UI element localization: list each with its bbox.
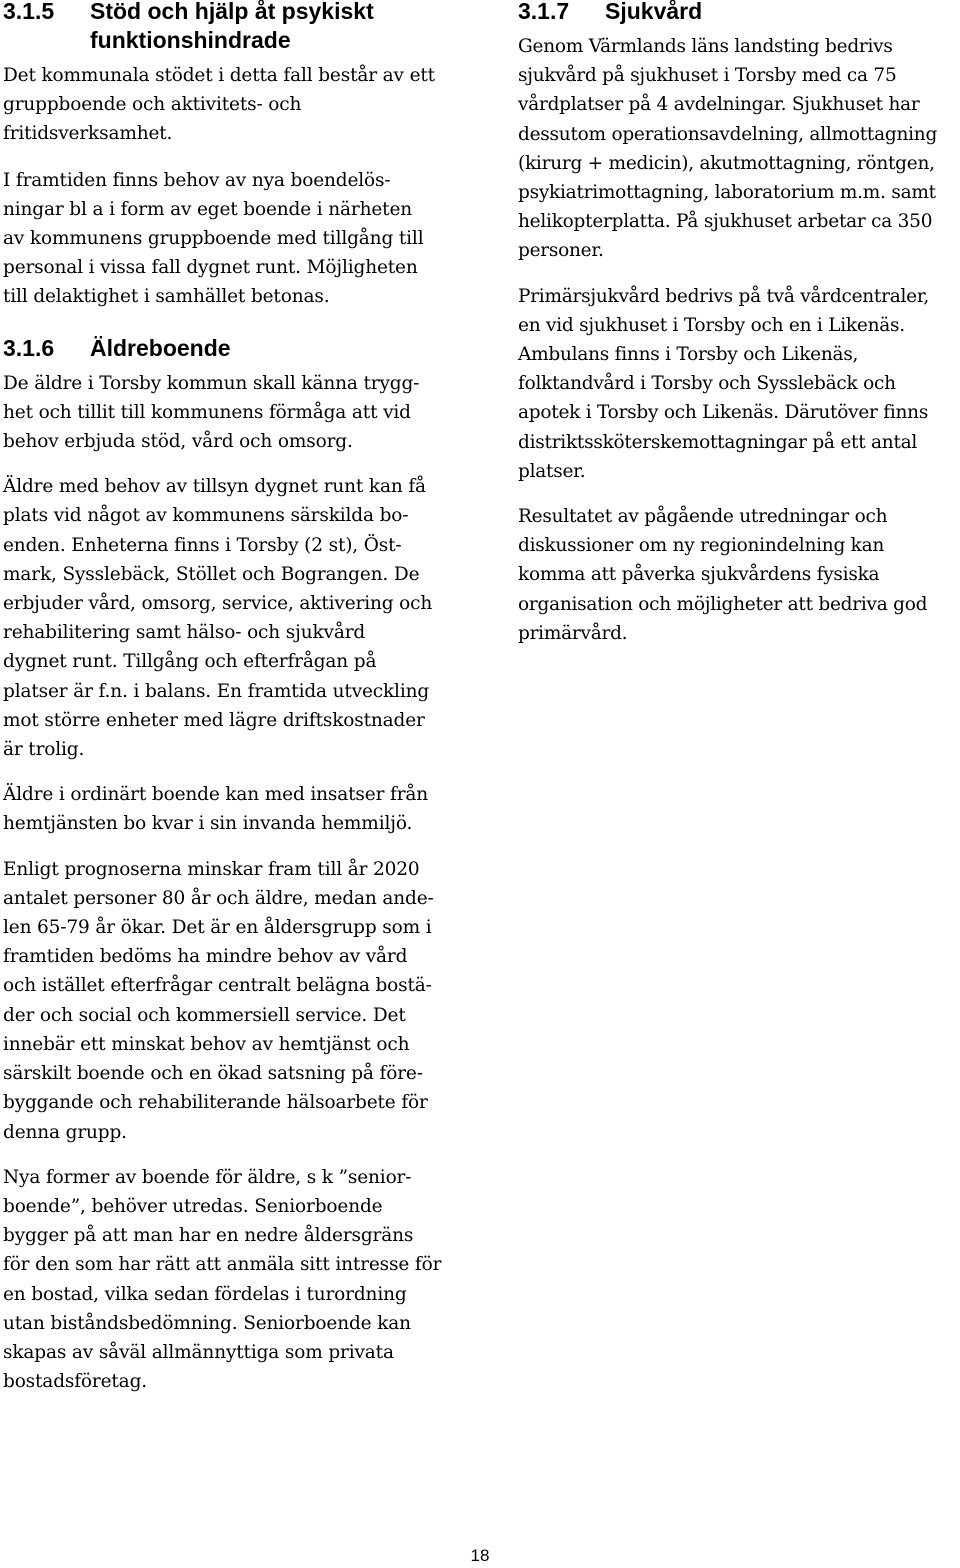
paragraph: Genom Värmlands läns landsting bedrivs sjukvård på sjukhuset i Torsby med ca 75 vårdplatser på 4 avdelningar. Sjukhuset har dessutom operationsavdelning, allmottagning (kirurg + medicin), akutmottagning, röntgen, psykiatrimottagning, laboratorium m.m. samt helikopterplatta. På sjukhuset arbetar ca 350 personer.: [518, 36, 938, 262]
paragraph: Primärsjukvård bedrivs på två vårdcentraler, en vid sjukhuset i Torsby och en i Likenäs. Ambulans finns i Torsby och Likenäs, folktandvård i Torsby och Sysslebäck och apotek i Torsby och Likenäs. Därutöver finns distriktssköterskemottagningar på ett antal platser.: [518, 285, 930, 482]
paragraph: Det kommunala stödet i detta fall består av ett gruppboende och aktivitets- och fritidsverksamhet.: [3, 65, 435, 145]
paragraph: Äldre med behov av tillsyn dygnet runt kan få plats vid något av kommunens särskilda bo- enden. Enheterna finns i Torsby (2 st), Öst- mark, Sysslebäck, Stöllet och Bograngen. De erbjuder vård, omsorg, service, aktivering och rehabilitering samt hälso- och sjukvård dygnet runt. Tillgång och efterfrågan på platser är f.n. i balans. En framtida utveckling mot större enheter med lägre driftskostnader är trolig.: [3, 476, 433, 761]
section-number: 3.1.5: [3, 0, 55, 24]
section-title: Sjukvård: [605, 0, 703, 24]
section-heading-3-1-7: [518, 0, 960, 26]
left-column: [3, 0, 455, 1396]
section-title: Äldreboende: [90, 334, 231, 361]
paragraph: Enligt prognoserna minskar fram till år 2020 antalet personer 80 år och äldre, medan ande- len 65-79 år ökar. Det är en åldersgrupp som i framtiden bedöms ha mindre behov av vård och istället efterfrågar centralt belägna bostä- der och social och kommersiell service. Det innebär ett minskat behov av hemtjänst och särskilt boende och en ökad satsning på före- byggande och rehabiliterande hälsoarbete för denna grupp.: [3, 858, 434, 1143]
right-column: [518, 0, 960, 648]
section-heading-3-1-5: [3, 0, 455, 55]
paragraph: Äldre i ordinärt boende kan med insatser från hemtjänsten bo kvar i sin invanda hemmiljö.: [3, 784, 429, 835]
paragraph: Nya former av boende för äldre, s k ”senior- boende”, behöver utredas. Seniorboende bygger på att man har en nedre åldersgräns för den som har rätt att anmäla sitt intresse för en bostad, vilka sedan fördelas i turordning utan biståndsbedömning. Seniorboende kan skapas av såväl allmännyttiga som privata bostadsföretag.: [3, 1166, 442, 1393]
section-number: 3.1.7: [518, 0, 570, 24]
page-number: 18: [470, 1546, 490, 1565]
section-number: 3.1.6: [3, 334, 55, 361]
paragraph: I framtiden finns behov av nya boendelös- ningar bl a i form av eget boende i närheten av kommunens gruppboende med tillgång till personal i vissa fall dygnet runt. Möjligheten till delaktighet i samhället betonas.: [3, 169, 424, 308]
paragraph: De äldre i Torsby kommun skall känna trygg- het och tillit till kommunens förmåga att vid behov erbjuda stöd, vård och omsorg.: [3, 372, 420, 453]
paragraph: Resultatet av pågående utredningar och diskussioner om ny regionindelning kan komma att påverka sjukvårdens fysiska organisation och möjligheter att bedriva god primärvård.: [518, 506, 928, 644]
section-title: Stöd och hjälp åt psykiskt funktionshindrade: [90, 0, 374, 53]
section-heading-3-1-6: [3, 334, 455, 363]
